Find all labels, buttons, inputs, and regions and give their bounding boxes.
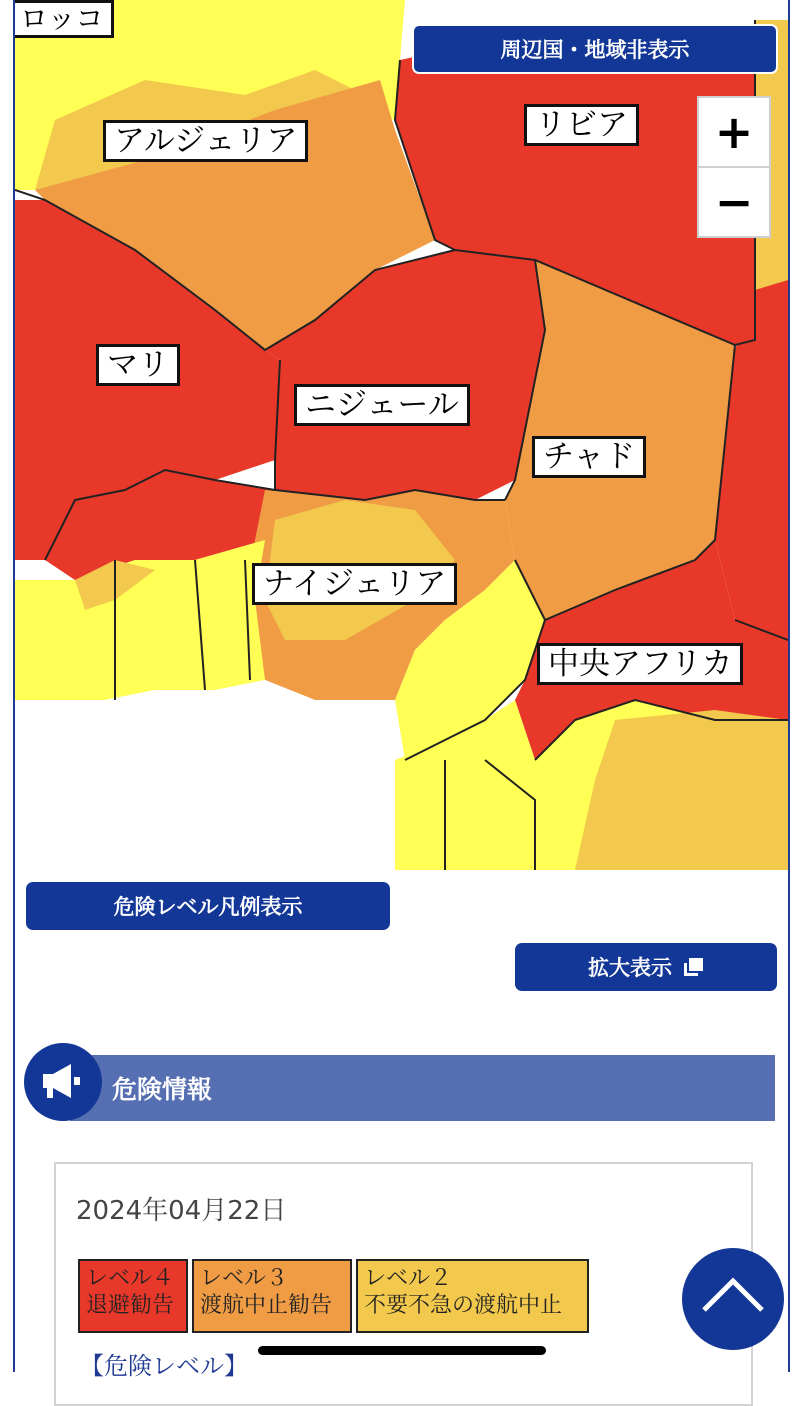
country-label-niger: ニジェール [294,384,470,426]
zoom-out-button[interactable]: − [714,175,754,229]
country-label-libya: リビア [524,104,639,146]
region-ocean [15,680,395,870]
legend-level3 [192,1259,352,1333]
country-label-algeria: アルジェリア [103,120,308,162]
legend-level2-desc: 不要不急の渡航中止 [364,1293,563,1318]
window-icon [684,958,704,976]
expand-label: 拡大表示 [588,956,672,980]
frame-border-right [788,0,790,1372]
country-label-nigeria: ナイジェリア [252,563,457,605]
legend-level2 [356,1259,589,1333]
country-label-morocco: ロッコ [15,0,114,38]
zoom-control [697,96,771,238]
risk-level-link[interactable]: 【危険レベル】 [80,1352,248,1380]
country-label-mali: マリ [96,344,180,386]
legend-level4-desc: 退避勧告 [86,1293,175,1318]
toggle-neighbors-button[interactable]: 周辺国・地域非表示 [412,24,778,74]
section-title: 危険情報 [112,1075,213,1104]
country-label-car: 中央アフリカ [537,643,743,685]
info-date: 2024年04月22日 [76,1196,287,1226]
zoom-in-button[interactable]: + [714,105,754,159]
megaphone-icon [24,1043,102,1121]
legend-toggle-button[interactable]: 危険レベル凡例表示 [26,882,390,930]
scroll-to-top-button[interactable] [682,1248,784,1350]
legend-level3-title: レベル３ [200,1266,289,1291]
legend-level3-desc: 渡航中止勧告 [200,1293,333,1318]
legend-level4 [78,1259,188,1333]
risk-map[interactable] [15,0,788,870]
expand-button[interactable] [515,943,777,991]
legend-level2-title: レベル２ [364,1266,453,1291]
home-indicator [258,1346,546,1355]
country-label-chad: チャド [532,436,646,478]
chevron-up-icon [682,1248,784,1350]
legend-level4-title: レベル４ [86,1266,175,1291]
